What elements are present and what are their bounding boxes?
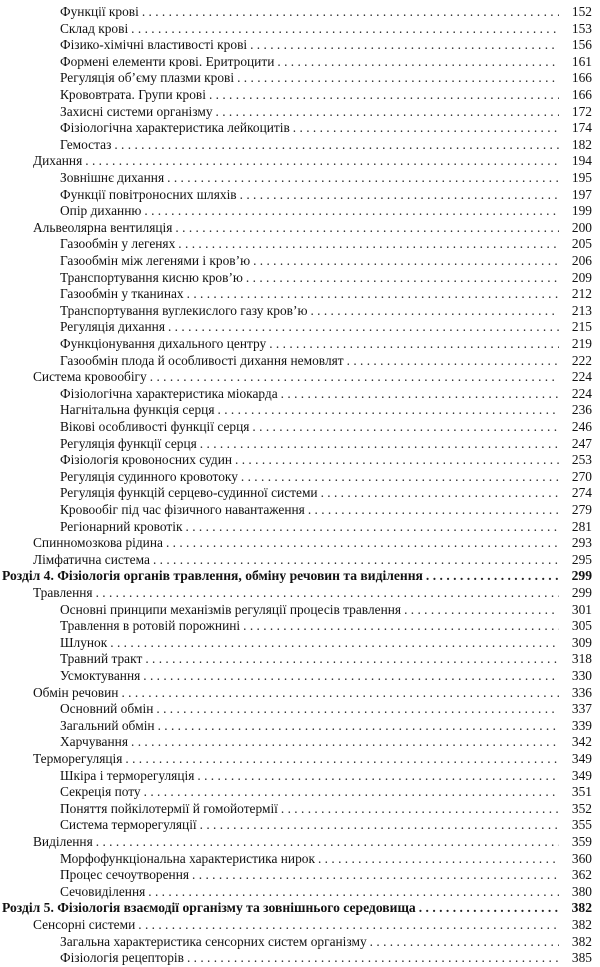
dot-leader [144, 203, 559, 220]
toc-entry [0, 718, 600, 735]
toc-page-number: 194 [571, 153, 592, 169]
toc-page-number: 224 [571, 385, 592, 401]
toc-entry [0, 21, 600, 38]
dot-leader [197, 768, 559, 785]
toc-entry [0, 668, 600, 685]
toc-page-number: 293 [571, 535, 592, 551]
toc-entry [0, 436, 600, 453]
toc-entry [0, 452, 600, 469]
toc-entry-title: Фізико-хімічні властивості крові [60, 37, 248, 53]
toc-entry-title: Захисні системи організму [60, 103, 213, 119]
toc-page-number: 359 [571, 834, 592, 849]
toc-entry [0, 353, 600, 370]
toc-entry-title: Основні принципи механізмів регуляції процесів травлення [60, 601, 402, 617]
toc-entry-title: Загальний обмін [60, 717, 155, 733]
toc-entry [0, 37, 600, 54]
toc-entry-title: Регіонарний кровотік [60, 518, 183, 534]
dot-leader [150, 369, 559, 386]
dot-leader [243, 618, 559, 635]
dot-leader [237, 70, 559, 87]
dot-leader [166, 535, 559, 552]
toc-entry [0, 419, 600, 436]
toc-entry-title: Формені елементи крові. Еритроцити [60, 53, 275, 69]
toc-entry [0, 203, 600, 220]
dot-leader [250, 37, 559, 54]
toc-entry [0, 734, 600, 751]
toc-entry-title: Крововтрата. Групи крові [60, 87, 206, 102]
toc-entry [0, 851, 600, 868]
toc-page-number: 349 [571, 767, 592, 783]
dot-leader [167, 170, 559, 187]
dot-leader [235, 452, 559, 469]
dot-leader [318, 851, 559, 868]
toc-entry-title: Секреція поту [60, 784, 141, 800]
dot-leader [143, 668, 559, 685]
dot-leader [200, 817, 559, 834]
toc-page-number: 172 [571, 103, 592, 119]
toc-entry-title: Регуляція дихання [60, 319, 165, 335]
toc-entry [0, 70, 600, 87]
toc-entry-title: Травлення в ротовій порожнині [60, 618, 241, 634]
toc-entry-title: Функції крові [60, 4, 139, 19]
toc-entry-title: Фізіологічна характеристика міокарда [60, 385, 278, 401]
dot-leader [241, 469, 559, 486]
toc-entry-title: Розділ 4. Фізіологія органів травлення, обміну речовин та виділення [2, 568, 423, 584]
dot-leader [192, 867, 559, 884]
dot-leader [158, 718, 559, 735]
dot-leader [96, 585, 559, 602]
toc-entry-title: Транспортування вуглекислого газу кров’ю [60, 302, 308, 318]
toc-entry [0, 917, 600, 934]
toc-entry [0, 54, 600, 71]
toc-entry-title: Регуляція функцій серцево-судинної системи [60, 485, 318, 501]
toc-entry [0, 651, 600, 668]
dot-leader [209, 87, 559, 104]
dot-leader [277, 54, 559, 71]
dot-leader [153, 552, 559, 569]
toc-page-number: 305 [571, 618, 592, 634]
toc-page-number: 299 [571, 585, 592, 600]
toc-entry [0, 87, 600, 104]
toc-entry-title: Кровообіг під час фізичного навантаження [60, 502, 305, 517]
toc-entry-title: Функціонування дихального центру [60, 336, 267, 351]
toc-entry-title: Газообмін плода й особливості дихання немовлят [60, 352, 344, 368]
toc-page-number: 351 [571, 784, 592, 800]
toc-entry [0, 369, 600, 386]
toc-entry-title: Регуляція об’єму плазми крові [60, 70, 235, 86]
toc-page-number: 382 [571, 900, 592, 916]
toc-entry [0, 187, 600, 204]
toc-entry-title: Шлунок [60, 634, 108, 650]
toc-page-number: 156 [571, 37, 592, 53]
toc-entry-title: Система кровообігу [33, 369, 147, 385]
toc-entry [0, 319, 600, 336]
dot-leader [310, 303, 559, 320]
toc-entry [0, 386, 600, 403]
dot-leader [187, 950, 559, 967]
dot-leader [110, 635, 559, 652]
toc-entry-title: Усмоктування [60, 668, 141, 683]
dot-leader [246, 270, 559, 287]
toc-entry [0, 336, 600, 353]
dot-leader [240, 187, 559, 204]
toc-page-number: 213 [571, 302, 592, 318]
toc-page-number: 360 [571, 850, 592, 866]
toc-entry [0, 519, 600, 536]
toc-page-number: 355 [571, 817, 592, 833]
toc-entry [0, 602, 600, 619]
toc-page-number: 236 [571, 402, 592, 418]
dot-leader [370, 934, 559, 951]
dot-leader [426, 568, 559, 585]
toc-entry-title: Терморегуляція [33, 751, 123, 766]
toc-entry-title: Газообмін у легенях [60, 236, 176, 252]
dot-leader [131, 734, 559, 751]
toc-page-number: 206 [571, 253, 592, 268]
toc-entry-title: Дихання [33, 153, 83, 169]
toc-entry-title: Регуляція судинного кровотоку [60, 468, 238, 484]
toc-page-number: 247 [571, 435, 592, 451]
toc-entry [0, 685, 600, 702]
dot-leader [144, 784, 559, 801]
toc-entry [0, 120, 600, 137]
toc-page-number: 330 [571, 668, 592, 683]
dot-leader [178, 236, 559, 253]
toc-page-number: 219 [571, 336, 592, 351]
toc-entry-title: Травний тракт [60, 651, 143, 667]
toc-entry-title: Розділ 5. Фізіологія взаємодії організму та зовнішнього середовища [2, 900, 416, 916]
toc-page-number: 270 [571, 468, 592, 484]
dot-leader [85, 153, 559, 170]
toc-entry [0, 784, 600, 801]
toc-page-number: 152 [571, 4, 592, 19]
dot-leader [218, 402, 560, 419]
toc-entry [0, 618, 600, 635]
toc-page-number: 166 [571, 70, 592, 86]
dot-leader [187, 286, 559, 303]
toc-entry-title: Нагнітальна функція серця [60, 402, 215, 418]
toc-entry [0, 153, 600, 170]
toc-entry-title: Регуляція функції серця [60, 435, 197, 451]
toc-entry-title: Функції повітроносних шляхів [60, 186, 237, 202]
toc-entry-title: Фізіологічна характеристика лейкоцитів [60, 120, 290, 136]
toc-entry-title: Газообмін у тканинах [60, 286, 184, 302]
dot-leader [293, 120, 559, 137]
toc-page-number: 301 [571, 601, 592, 617]
toc-entry [0, 170, 600, 187]
toc-page-number: 339 [571, 717, 592, 733]
toc-entry-title: Загальна характеристика сенсорних систем організму [60, 933, 367, 949]
dot-leader [404, 602, 559, 619]
toc-page-number: 352 [571, 800, 592, 816]
toc-page-number: 195 [571, 170, 592, 185]
toc-entry-title: Харчування [60, 734, 128, 750]
toc-entry [0, 253, 600, 270]
toc-entry [0, 552, 600, 569]
toc-entry [0, 950, 600, 967]
toc-entry [0, 701, 600, 718]
toc-entry [0, 137, 600, 154]
toc-entry-title: Спинномозкова рідина [33, 535, 163, 551]
toc-entry-title: Обмін речовин [33, 684, 119, 700]
toc-entry-title: Фізіологія рецепторів [60, 950, 184, 966]
toc-page-number: 342 [571, 734, 592, 750]
toc-entry-title: Альвеолярна вентиляція [33, 219, 173, 235]
toc-entry [0, 801, 600, 818]
toc-page-number: 209 [571, 269, 592, 285]
dot-leader [131, 21, 559, 38]
toc-page-number: 336 [571, 684, 592, 700]
toc-page-number: 337 [571, 701, 592, 717]
dot-leader [142, 4, 559, 21]
toc-entry [0, 834, 600, 851]
toc-entry-title: Зовнішнє дихання [60, 170, 165, 185]
toc-entry-title: Основний обмін [60, 701, 154, 717]
toc-entry [0, 220, 600, 237]
toc-entry [0, 751, 600, 768]
toc-entry-title: Фізіологія кровоносних судин [60, 452, 233, 468]
dot-leader [175, 220, 559, 237]
toc-page-number: 281 [571, 518, 592, 534]
toc-page-number: 274 [571, 485, 592, 501]
toc-entry [0, 286, 600, 303]
dot-leader [121, 685, 559, 702]
dot-leader [186, 519, 560, 536]
toc-entry-title: Газообмін між легенями і кров’ю [60, 253, 251, 268]
toc-entry [0, 502, 600, 519]
dot-leader [253, 253, 559, 270]
toc-entry-title: Склад крові [60, 20, 129, 36]
toc-entry-title: Сенсорні системи [33, 917, 136, 932]
dot-leader [148, 884, 559, 901]
toc-section-heading [0, 568, 600, 585]
toc-entry [0, 635, 600, 652]
dot-leader [419, 900, 559, 917]
toc-page-number: 349 [571, 751, 592, 766]
toc-page-number: 246 [571, 419, 592, 434]
toc-entry [0, 104, 600, 121]
dot-leader [125, 751, 559, 768]
toc-page-number: 309 [571, 634, 592, 650]
toc-entry-title: Система терморегуляції [60, 817, 197, 833]
toc-page-number: 295 [571, 551, 592, 567]
dot-leader [138, 917, 559, 934]
toc-entry [0, 884, 600, 901]
toc-section-heading [0, 900, 600, 917]
dot-leader [321, 485, 559, 502]
dot-leader [96, 834, 559, 851]
toc-page-number: 215 [571, 319, 592, 335]
toc-entry [0, 402, 600, 419]
toc-entry [0, 469, 600, 486]
toc-page-number: 382 [571, 917, 592, 932]
toc-page-number: 318 [571, 651, 592, 667]
toc-page-number: 224 [571, 369, 592, 385]
toc-page-number: 380 [571, 883, 592, 899]
toc-entry [0, 303, 600, 320]
dot-leader [252, 419, 559, 436]
dot-leader [281, 801, 559, 818]
toc-page-number: 212 [571, 286, 592, 302]
toc-page-number: 205 [571, 236, 592, 252]
toc-entry-title: Гемостаз [60, 136, 112, 152]
toc-entry [0, 236, 600, 253]
toc-page-number: 222 [571, 352, 592, 368]
dot-leader [216, 104, 559, 121]
toc-page-number: 385 [571, 950, 592, 966]
toc-entry-title: Шкіра і терморегуляція [60, 767, 195, 783]
toc-entry [0, 817, 600, 834]
toc-entry [0, 535, 600, 552]
toc-entry [0, 4, 600, 21]
toc-page-number: 382 [571, 933, 592, 949]
dot-leader [347, 353, 559, 370]
toc-page-number: 200 [571, 219, 592, 235]
toc-entry-title: Процес сечоутворення [60, 867, 190, 883]
toc-entry-title: Морфофункціональна характеристика нирок [60, 850, 315, 866]
toc-entry-title: Опір диханню [60, 203, 142, 219]
toc-page-number: 174 [571, 120, 592, 136]
toc-entry-title: Лімфатична система [33, 551, 150, 567]
toc-page-number: 197 [571, 186, 592, 202]
dot-leader [145, 651, 559, 668]
dot-leader [281, 386, 559, 403]
toc-page-number: 279 [571, 502, 592, 517]
dot-leader [114, 137, 559, 154]
dot-leader [308, 502, 559, 519]
toc-entry-title: Поняття пойкілотермії й гомойотермії [60, 800, 278, 816]
toc-entry-title: Транспортування кисню кров’ю [60, 269, 243, 285]
toc-page-number: 299 [571, 568, 592, 584]
toc-page-number: 153 [571, 20, 592, 36]
dot-leader [168, 319, 559, 336]
toc-entry-title: Травлення [33, 585, 93, 600]
toc-entry-title: Вікові особливості функції серця [60, 419, 250, 434]
dot-leader [156, 701, 559, 718]
toc-entry [0, 485, 600, 502]
toc-page-number: 199 [571, 203, 592, 219]
toc-entry [0, 768, 600, 785]
toc-page-number: 362 [571, 867, 592, 883]
toc-entry [0, 270, 600, 287]
toc-entry [0, 867, 600, 884]
toc-page-number: 182 [571, 136, 592, 152]
toc-page-number: 161 [571, 53, 592, 69]
toc-entry [0, 934, 600, 951]
toc-page-number: 166 [571, 87, 592, 102]
toc-entry [0, 585, 600, 602]
toc-entry-title: Сечовиділення [60, 883, 146, 899]
dot-leader [269, 336, 559, 353]
toc-entry-title: Виділення [33, 834, 93, 849]
toc-page-number: 253 [571, 452, 592, 468]
dot-leader [200, 436, 559, 453]
